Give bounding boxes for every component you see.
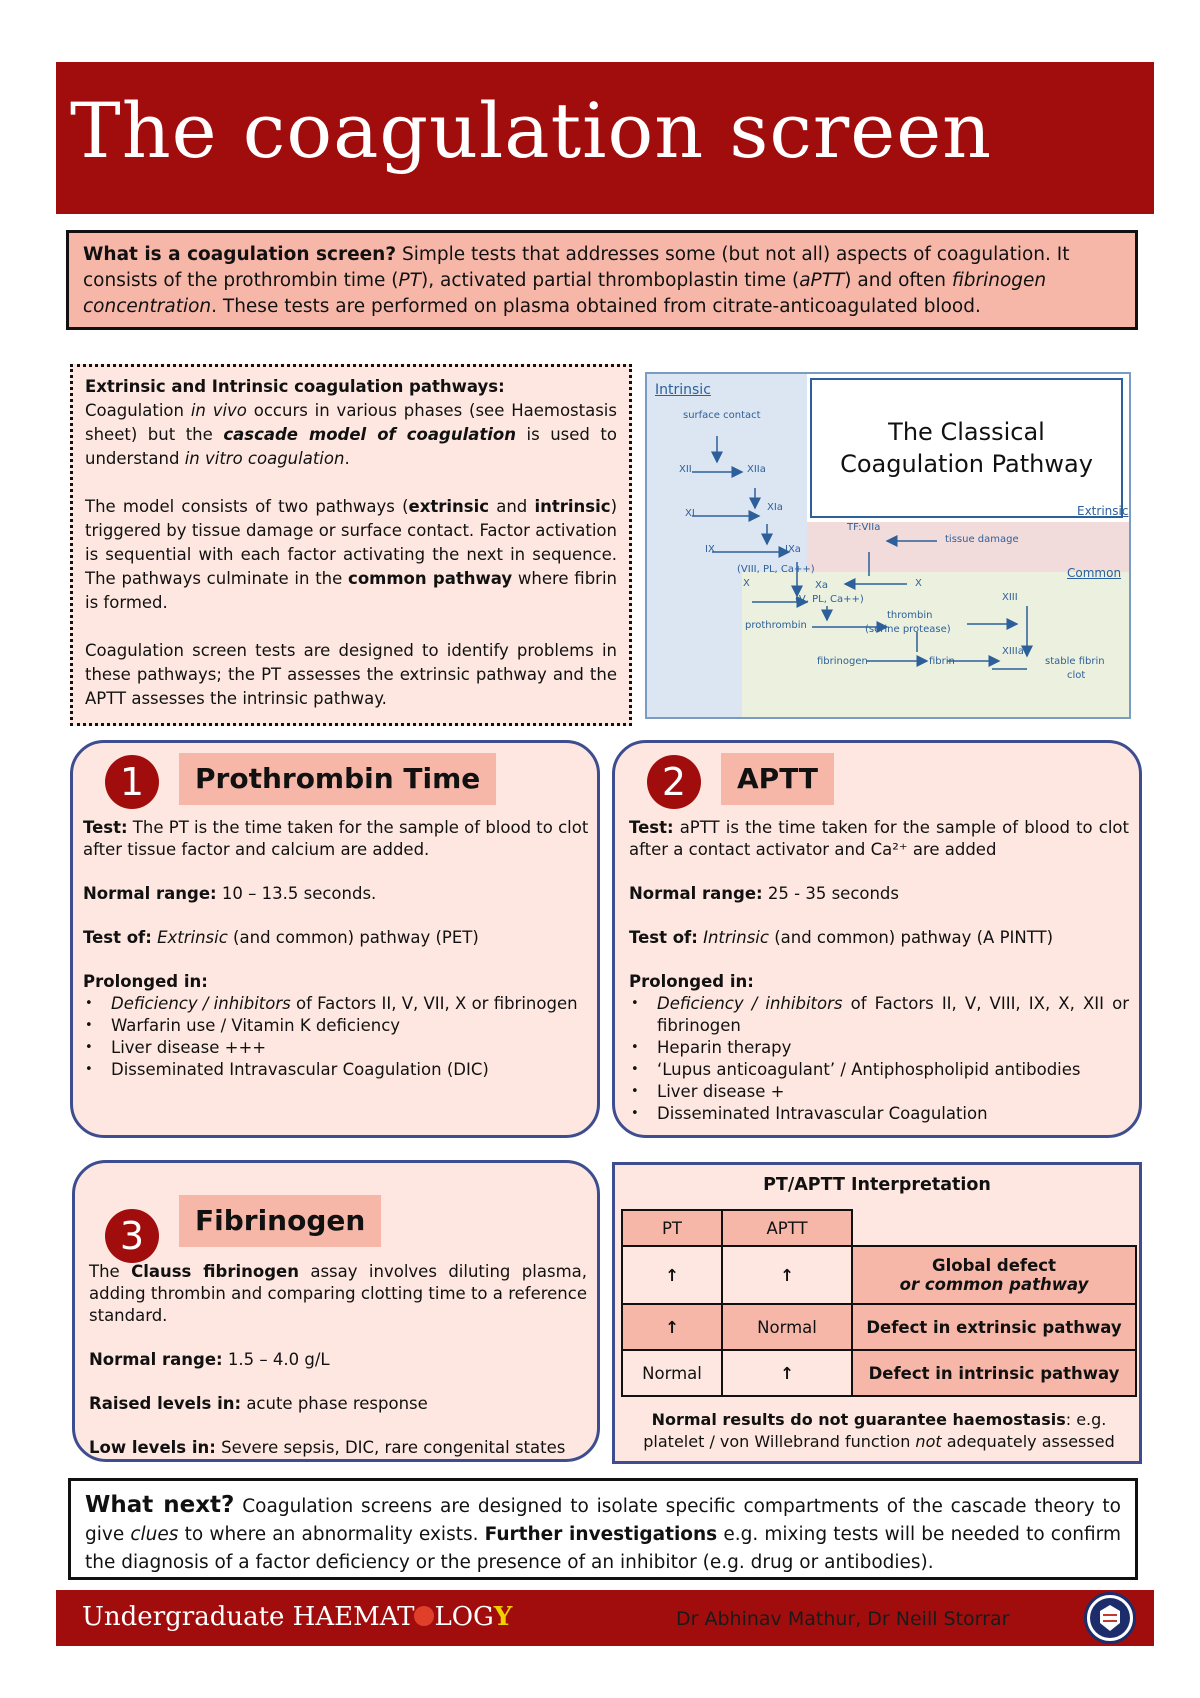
label-cofactors: (VIII, PL, Ca++) [737,564,815,575]
fib-range: Normal range: 1.5 – 4.0 g/L [89,1350,330,1369]
up-arrow-icon: ↑ [622,1304,722,1350]
intro-text: ), activated partial thromboplastin time ( [421,270,800,291]
label-intrinsic: Intrinsic [655,382,711,398]
card-number: 2 [647,755,701,809]
table-row [622,1350,1136,1396]
up-arrow-icon: ↑ [722,1350,852,1396]
empty-cell [852,1210,1136,1246]
intro-text: ) and often [844,270,952,291]
intro-text: . These tests are performed on plasma obtained from citrate-anticoagulated blood. [211,296,981,317]
intro-aptt: aPTT [799,270,845,291]
label-stable-clot: stable fibrin [1045,656,1105,667]
fib-low: Low levels in: Severe sepsis, DIC, rare congenital states [89,1438,566,1457]
aptt-prolonged-list [629,993,1129,1125]
what-next-text: e.g. mixing tests will be needed to confirm the diagnosis of a factor deficiency or the presence of an inhibitor (e.g. drug or antibodies). [85,1524,1121,1573]
what-next-text: to where an abnormality exists. [178,1524,485,1545]
interpretation-note: Normal results do not guarantee haemostasis: e.g. platelet / von Willebrand function not adequately assessed [643,1410,1115,1451]
intro-text: Simple tests that addresses some (but not all) aspects of coagulation. It consists of the prothrombin time ( [83,244,1070,291]
card-number: 1 [105,755,159,809]
card-title: Fibrinogen [179,1195,381,1247]
label-thrombin: thrombin [887,610,933,621]
label-common: Common [1067,566,1122,580]
diagram-title-line: The Classical [888,418,1045,446]
fib-raised: Raised levels in: acute phase response [89,1394,428,1413]
pathways-heading: Extrinsic and Intrinsic coagulation pathways: [85,377,505,396]
column-header: APTT [722,1210,852,1246]
card-body [89,1261,587,1481]
pt-range: Normal range: 10 – 13.5 seconds. [83,884,377,903]
label-extrinsic: Extrinsic [1077,504,1129,518]
list-item: • ‘Lupus anticoagulant’ / Antiphospholipid antibodies [629,1059,1129,1081]
label-tf: TF:VIIa [847,522,881,533]
label-factor: XI [685,508,695,519]
list-item: • Deficiency / inhibitors of Factors II, V, VIII, IX, X, XII or fibrinogen [629,993,1129,1037]
aptt-test: Test: aPTT is the time taken for the sample of blood to clot after a contact activator and Ca²⁺ are added [629,818,1129,859]
pathways-box [70,364,632,726]
up-arrow-icon: ↑ [722,1246,852,1304]
result-cell: Defect in intrinsic pathway [852,1350,1136,1396]
what-next-clues: clues [130,1524,179,1545]
list-item: • Warfarin use / Vitamin K deficiency [83,1015,593,1037]
list-item: • Disseminated Intravascular Coagulation [629,1103,1129,1125]
label-fibrinogen: fibrinogen [817,656,868,667]
label-thrombin-note: (serine protease) [865,624,951,635]
authors: Dr Abhinav Mathur, Dr Neill Storrar [676,1608,1010,1630]
list-item: • Deficiency / inhibitors of Factors II, V, VII, X or fibrinogen [83,993,593,1015]
pt-prolonged-label: Prolonged in: [83,972,208,991]
card-title: APTT [721,753,834,805]
diagram-title [810,378,1123,518]
pathways-paragraph: Coagulation screen tests are designed to identify problems in these pathways; the PT assesses the extrinsic pathway and the APTT assesses the intrinsic pathway. [85,641,617,708]
what-next-further: Further investigations [484,1524,718,1545]
what-next-text: Coagulation screens are designed to isolate specific compartments of the cascade theory to give [85,1496,1121,1545]
diagram-title-line: Coagulation Pathway [840,450,1093,478]
up-arrow-icon: ↑ [622,1246,722,1304]
aptt-prolonged-label: Prolonged in: [629,972,754,991]
coagulation-pathway-diagram [645,372,1131,719]
label-factor: XIIa [747,464,766,475]
label-factor: IX [705,544,715,555]
interpretation-panel [612,1162,1142,1464]
label-cofactors: (V, PL, Ca++) [795,594,864,605]
label-stable-clot: clot [1067,670,1086,681]
label-fibrin: fibrin [929,656,955,667]
result-cell: Global defect or common pathway [852,1246,1136,1304]
university-crest-icon [1084,1592,1136,1644]
label-factor: XIIIa [1002,646,1024,657]
card-body [629,817,1129,1125]
table-row [622,1246,1136,1304]
label-surface-contact: surface contact [683,410,761,421]
page-title: The coagulation screen [70,86,993,175]
brand-logo: Undergraduate HAEMAT LOGY [82,1602,513,1632]
what-next-box [68,1478,1138,1580]
list-item: • Liver disease + [629,1081,1129,1103]
table-row [622,1304,1136,1350]
list-item: • Liver disease +++ [83,1037,593,1059]
table-cell: Normal [622,1350,722,1396]
aptt-range: Normal range: 25 - 35 seconds [629,884,900,903]
table-cell: Normal [722,1304,852,1350]
interpretation-title: PT/APTT Interpretation [763,1175,991,1195]
pt-test-of: Test of: Extrinsic (and common) pathway (PET) [83,928,479,947]
label-prothrombin: prothrombin [745,620,807,631]
pathways-paragraph: The model consists of two pathways (extrinsic and intrinsic) triggered by tissue damage or surface contact. Factor activation is sequential with each factor activating the next in sequence. The pathways culminate in the common pathway where fibrin is formed. [85,497,617,612]
intro-fibrinogen: fibrinogen concentration [83,270,1047,317]
title-banner [56,62,1154,214]
pt-test: Test: The PT is the time taken for the sample of blood to clot after tissue factor and calcium are added. [83,818,589,859]
card-number: 3 [105,1209,159,1263]
list-item: • Disseminated Intravascular Coagulation (DIC) [83,1059,593,1081]
label-factor: X [915,578,922,589]
pt-prolonged-list [83,993,593,1081]
pt-card [70,740,600,1138]
label-tissue-damage: tissue damage [945,534,1019,545]
result-cell: Defect in extrinsic pathway [852,1304,1136,1350]
footer-bar [56,1590,1154,1646]
intro-pt: PT [398,270,421,291]
fib-description: The Clauss fibrinogen assay involves diluting plasma, adding thrombin and comparing clotting time to a reference standard. [89,1262,588,1325]
intro-box [66,230,1138,330]
interpretation-table [621,1209,1137,1397]
label-factor: XIII [1002,592,1018,603]
aptt-test-of: Test of: Intrinsic (and common) pathway (A PINTT) [629,928,1054,947]
label-factor: XIa [767,502,783,513]
blood-drop-icon [414,1606,434,1626]
pathways-paragraph: Coagulation in vivo occurs in various phases (see Haemostasis sheet) but the cascade model of coagulation is used to understand in vitro coagulation. [85,401,617,468]
what-next-lead: What next? [85,1492,235,1518]
aptt-card [612,740,1142,1138]
column-header: PT [622,1210,722,1246]
label-factor: XII [679,464,692,475]
fibrinogen-card [72,1160,600,1462]
card-body [83,817,593,1081]
table-row [622,1210,1136,1246]
label-factor: X [743,578,750,589]
intro-lead: What is a coagulation screen? [83,244,397,265]
card-title: Prothrombin Time [179,753,496,805]
label-factor: IXa [785,544,801,555]
list-item: • Heparin therapy [629,1037,1129,1059]
label-factor: Xa [815,580,828,591]
